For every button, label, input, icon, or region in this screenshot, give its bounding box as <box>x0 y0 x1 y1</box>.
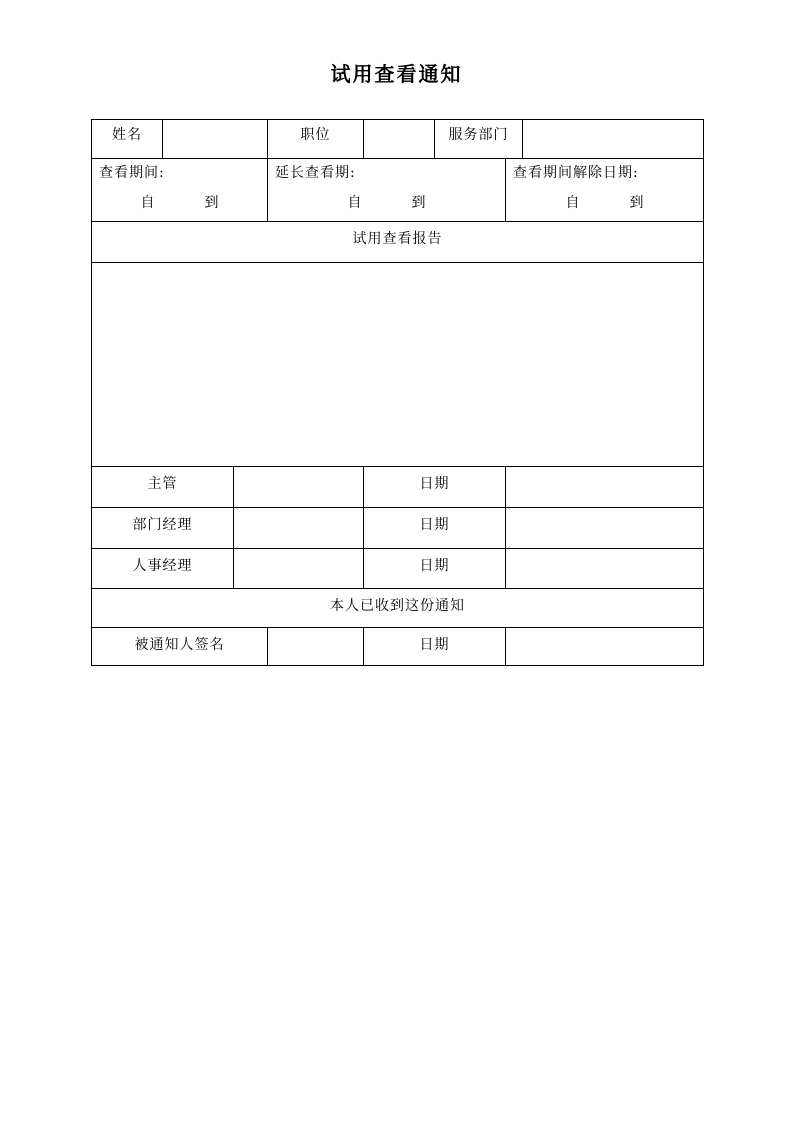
recipient-signature-field[interactable] <box>268 628 364 666</box>
recipient-date-label: 日期 <box>364 628 506 666</box>
position-field[interactable] <box>364 120 435 159</box>
supervisor-label: 主管 <box>92 467 234 508</box>
extended-period-cell[interactable] <box>268 159 506 222</box>
release-date-label: 查看期间解除日期: <box>513 165 639 181</box>
probation-to-label: 到 <box>204 195 219 211</box>
supervisor-date-field[interactable] <box>506 467 704 508</box>
probation-from-label: 自 <box>140 195 155 211</box>
release-date-cell[interactable] <box>506 159 704 222</box>
release-from-label: 自 <box>565 195 580 211</box>
extended-period-range <box>268 192 505 212</box>
acknowledgement-text: 本人已收到这份通知 <box>92 589 704 628</box>
extended-from-label: 自 <box>347 195 362 211</box>
department-field[interactable] <box>523 120 704 159</box>
document-title: 试用查看通知 <box>330 62 463 86</box>
position-label: 职位 <box>268 120 364 159</box>
extended-period-label: 延长查看期: <box>275 165 356 181</box>
hr-manager-signature-field[interactable] <box>234 549 364 589</box>
report-content-area[interactable] <box>92 263 704 467</box>
dept-manager-date-field[interactable] <box>506 508 704 549</box>
probation-period-range <box>92 192 267 212</box>
dept-manager-label: 部门经理 <box>92 508 234 549</box>
dept-manager-date-label: 日期 <box>364 508 506 549</box>
hr-manager-date-label: 日期 <box>364 549 506 589</box>
release-to-label: 到 <box>629 195 644 211</box>
recipient-date-field[interactable] <box>506 628 704 666</box>
probation-period-cell[interactable] <box>92 159 268 222</box>
extended-to-label: 到 <box>411 195 426 211</box>
probation-notice-form <box>91 119 704 666</box>
name-field[interactable] <box>163 120 268 159</box>
recipient-signature-label: 被通知人签名 <box>92 628 268 666</box>
release-date-range <box>506 192 703 212</box>
report-heading: 试用查看报告 <box>92 222 704 263</box>
supervisor-signature-field[interactable] <box>234 467 364 508</box>
dept-manager-signature-field[interactable] <box>234 508 364 549</box>
name-label: 姓名 <box>92 120 163 159</box>
supervisor-date-label: 日期 <box>364 467 506 508</box>
hr-manager-label: 人事经理 <box>92 549 234 589</box>
department-label: 服务部门 <box>435 120 523 159</box>
hr-manager-date-field[interactable] <box>506 549 704 589</box>
probation-period-label: 查看期间: <box>99 165 165 181</box>
